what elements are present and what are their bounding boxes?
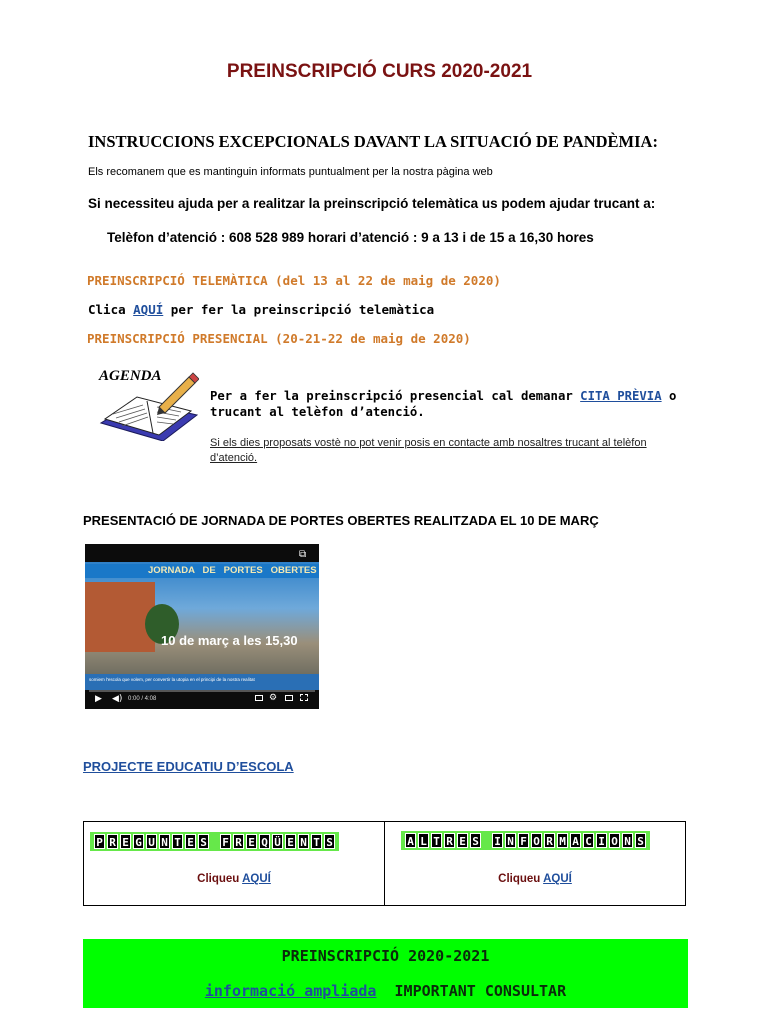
telematica-link[interactable]: AQUÍ — [133, 302, 164, 317]
preinscripcio-footer-box — [83, 939, 688, 1008]
video-caption: 10 de març a les 15,30 — [161, 633, 298, 648]
clica-suffix: per fer la preinscripció telemàtica — [163, 302, 435, 317]
banner-letter-tile: N — [505, 833, 516, 848]
banner-letter-tile: E — [246, 834, 257, 849]
presencial-text-suffix: o trucant al telèfon d’atenció. — [210, 389, 677, 419]
banner-letter-tile: S — [470, 833, 481, 848]
banner-letter-tile: M — [557, 833, 568, 848]
banner-letter-tile: Q — [259, 834, 270, 849]
altres-informacions-banner — [401, 831, 650, 850]
miniplayer-icon[interactable] — [285, 695, 293, 701]
banner-letter-tile: L — [418, 833, 429, 848]
banner-letter-tile: T — [172, 834, 183, 849]
banner-letter-tile: O — [609, 833, 620, 848]
info-cell-altres — [384, 822, 685, 905]
banner-letter-tile: E — [457, 833, 468, 848]
play-icon[interactable]: ▶ — [95, 694, 102, 704]
faq-link[interactable]: AQUÍ — [242, 873, 271, 885]
recommend-text: Els recomanem que es mantinguin informats puntualment per la nostra pàgina web — [88, 166, 493, 178]
clica-prefix: Clica — [88, 302, 134, 317]
banner-letter-tile: N — [298, 834, 309, 849]
banner-letter-tile: S — [198, 834, 209, 849]
footer-box-suffix: IMPORTANT CONSULTAR — [376, 982, 567, 1000]
presencial-heading: PREINSCRIPCIÓ PRESENCIAL (20-21-22 de maig de 2020) — [87, 331, 471, 346]
banner-letter-tile: I — [492, 833, 503, 848]
banner-letter-tile: Ü — [272, 834, 283, 849]
faq-cliqueu-prefix: Cliqueu — [197, 873, 243, 885]
gear-icon[interactable]: ⚙ — [269, 693, 278, 703]
telematica-heading: PREINSCRIPCIÓ TELEMÀTICA (del 13 al 22 de maig de 2020) — [87, 273, 501, 288]
banner-letter-tile: F — [518, 833, 529, 848]
info-cell-faq — [84, 822, 384, 905]
banner-letter-tile: T — [431, 833, 442, 848]
page-title: PREINSCRIPCIÓ CURS 2020-2021 — [226, 61, 533, 82]
building-shape — [85, 582, 155, 652]
presencial-note: Si els dies proposats vostè no pot venir posis en contacte amb nosaltres trucant al telèfon d’atenció. — [210, 437, 647, 464]
video-player[interactable] — [85, 544, 319, 709]
altres-link[interactable]: AQUÍ — [543, 873, 572, 885]
phone-text: Telèfon d’atenció : 608 528 989 horari d’atenció : 9 a 13 i de 15 a 16,30 hores — [107, 230, 594, 245]
presencial-text-prefix: Per a fer la preinscripció presencial cal demanar — [210, 389, 581, 403]
banner-letter-tile: G — [133, 834, 144, 849]
banner-letter-tile: P — [94, 834, 105, 849]
banner-letter-tile: F — [220, 834, 231, 849]
banner-letter-tile: T — [311, 834, 322, 849]
footer-box-title: PREINSCRIPCIÓ 2020-2021 — [281, 947, 490, 965]
volume-icon[interactable]: ◀) — [112, 694, 123, 704]
banner-letter-tile: A — [405, 833, 416, 848]
banner-letter-tile: E — [285, 834, 296, 849]
banner-letter-tile: R — [444, 833, 455, 848]
banner-gap — [211, 834, 218, 849]
help-text: Si necessiteu ajuda per a realitzar la preinscripció telemàtica us podem ajudar trucant a: — [88, 196, 656, 211]
banner-letter-tile: R — [544, 833, 555, 848]
projecte-educatiu-link[interactable]: PROJECTE EDUCATIU D’ESCOLA — [83, 759, 294, 774]
banner-letter-tile: N — [159, 834, 170, 849]
banner-letter-tile: S — [635, 833, 646, 848]
video-heading: PRESENTACIÓ DE JORNADA DE PORTES OBERTES REALITZADA EL 10 DE MARÇ — [83, 513, 599, 528]
preguntes-frequents-banner — [90, 832, 339, 851]
video-subtitle: somiem l'escola que volem, per convertir la utopia en el principi de la nostra realitat — [89, 677, 255, 682]
banner-letter-tile: E — [185, 834, 196, 849]
instructions-heading: INSTRUCCIONS EXCEPCIONALS DAVANT LA SITUACIÓ DE PANDÈMIA: — [88, 132, 658, 151]
share-external-icon[interactable]: ⧉ — [299, 549, 307, 560]
clica-line — [88, 302, 434, 317]
banner-letter-tile: A — [570, 833, 581, 848]
banner-letter-tile: O — [531, 833, 542, 848]
altres-cliqueu-prefix: Cliqueu — [498, 873, 544, 885]
video-time: 0:00 / 4:08 — [128, 696, 157, 702]
video-progress-bar[interactable] — [89, 690, 315, 692]
banner-letter-tile: R — [107, 834, 118, 849]
presencial-text — [210, 388, 695, 420]
faq-cliqueu — [84, 873, 384, 885]
info-table — [83, 821, 686, 906]
banner-letter-tile: E — [120, 834, 131, 849]
banner-letter-tile: S — [324, 834, 335, 849]
agenda-label: AGENDA — [99, 368, 162, 384]
banner-letter-tile: R — [233, 834, 244, 849]
video-banner-text: JORNADA DE PORTES OBERTES — [148, 565, 317, 576]
banner-letter-tile: C — [583, 833, 594, 848]
cita-previa-link[interactable]: CITA PRÈVIA — [580, 389, 662, 403]
banner-letter-tile: I — [596, 833, 607, 848]
banner-letter-tile: N — [622, 833, 633, 848]
altres-cliqueu — [385, 873, 685, 885]
banner-gap — [483, 833, 490, 848]
fullscreen-icon[interactable] — [300, 694, 308, 701]
footer-box-line — [83, 982, 688, 1000]
banner-letter-tile: U — [146, 834, 157, 849]
informacio-ampliada-link[interactable]: informació ampliada — [204, 982, 377, 1000]
captions-icon[interactable] — [255, 695, 263, 701]
